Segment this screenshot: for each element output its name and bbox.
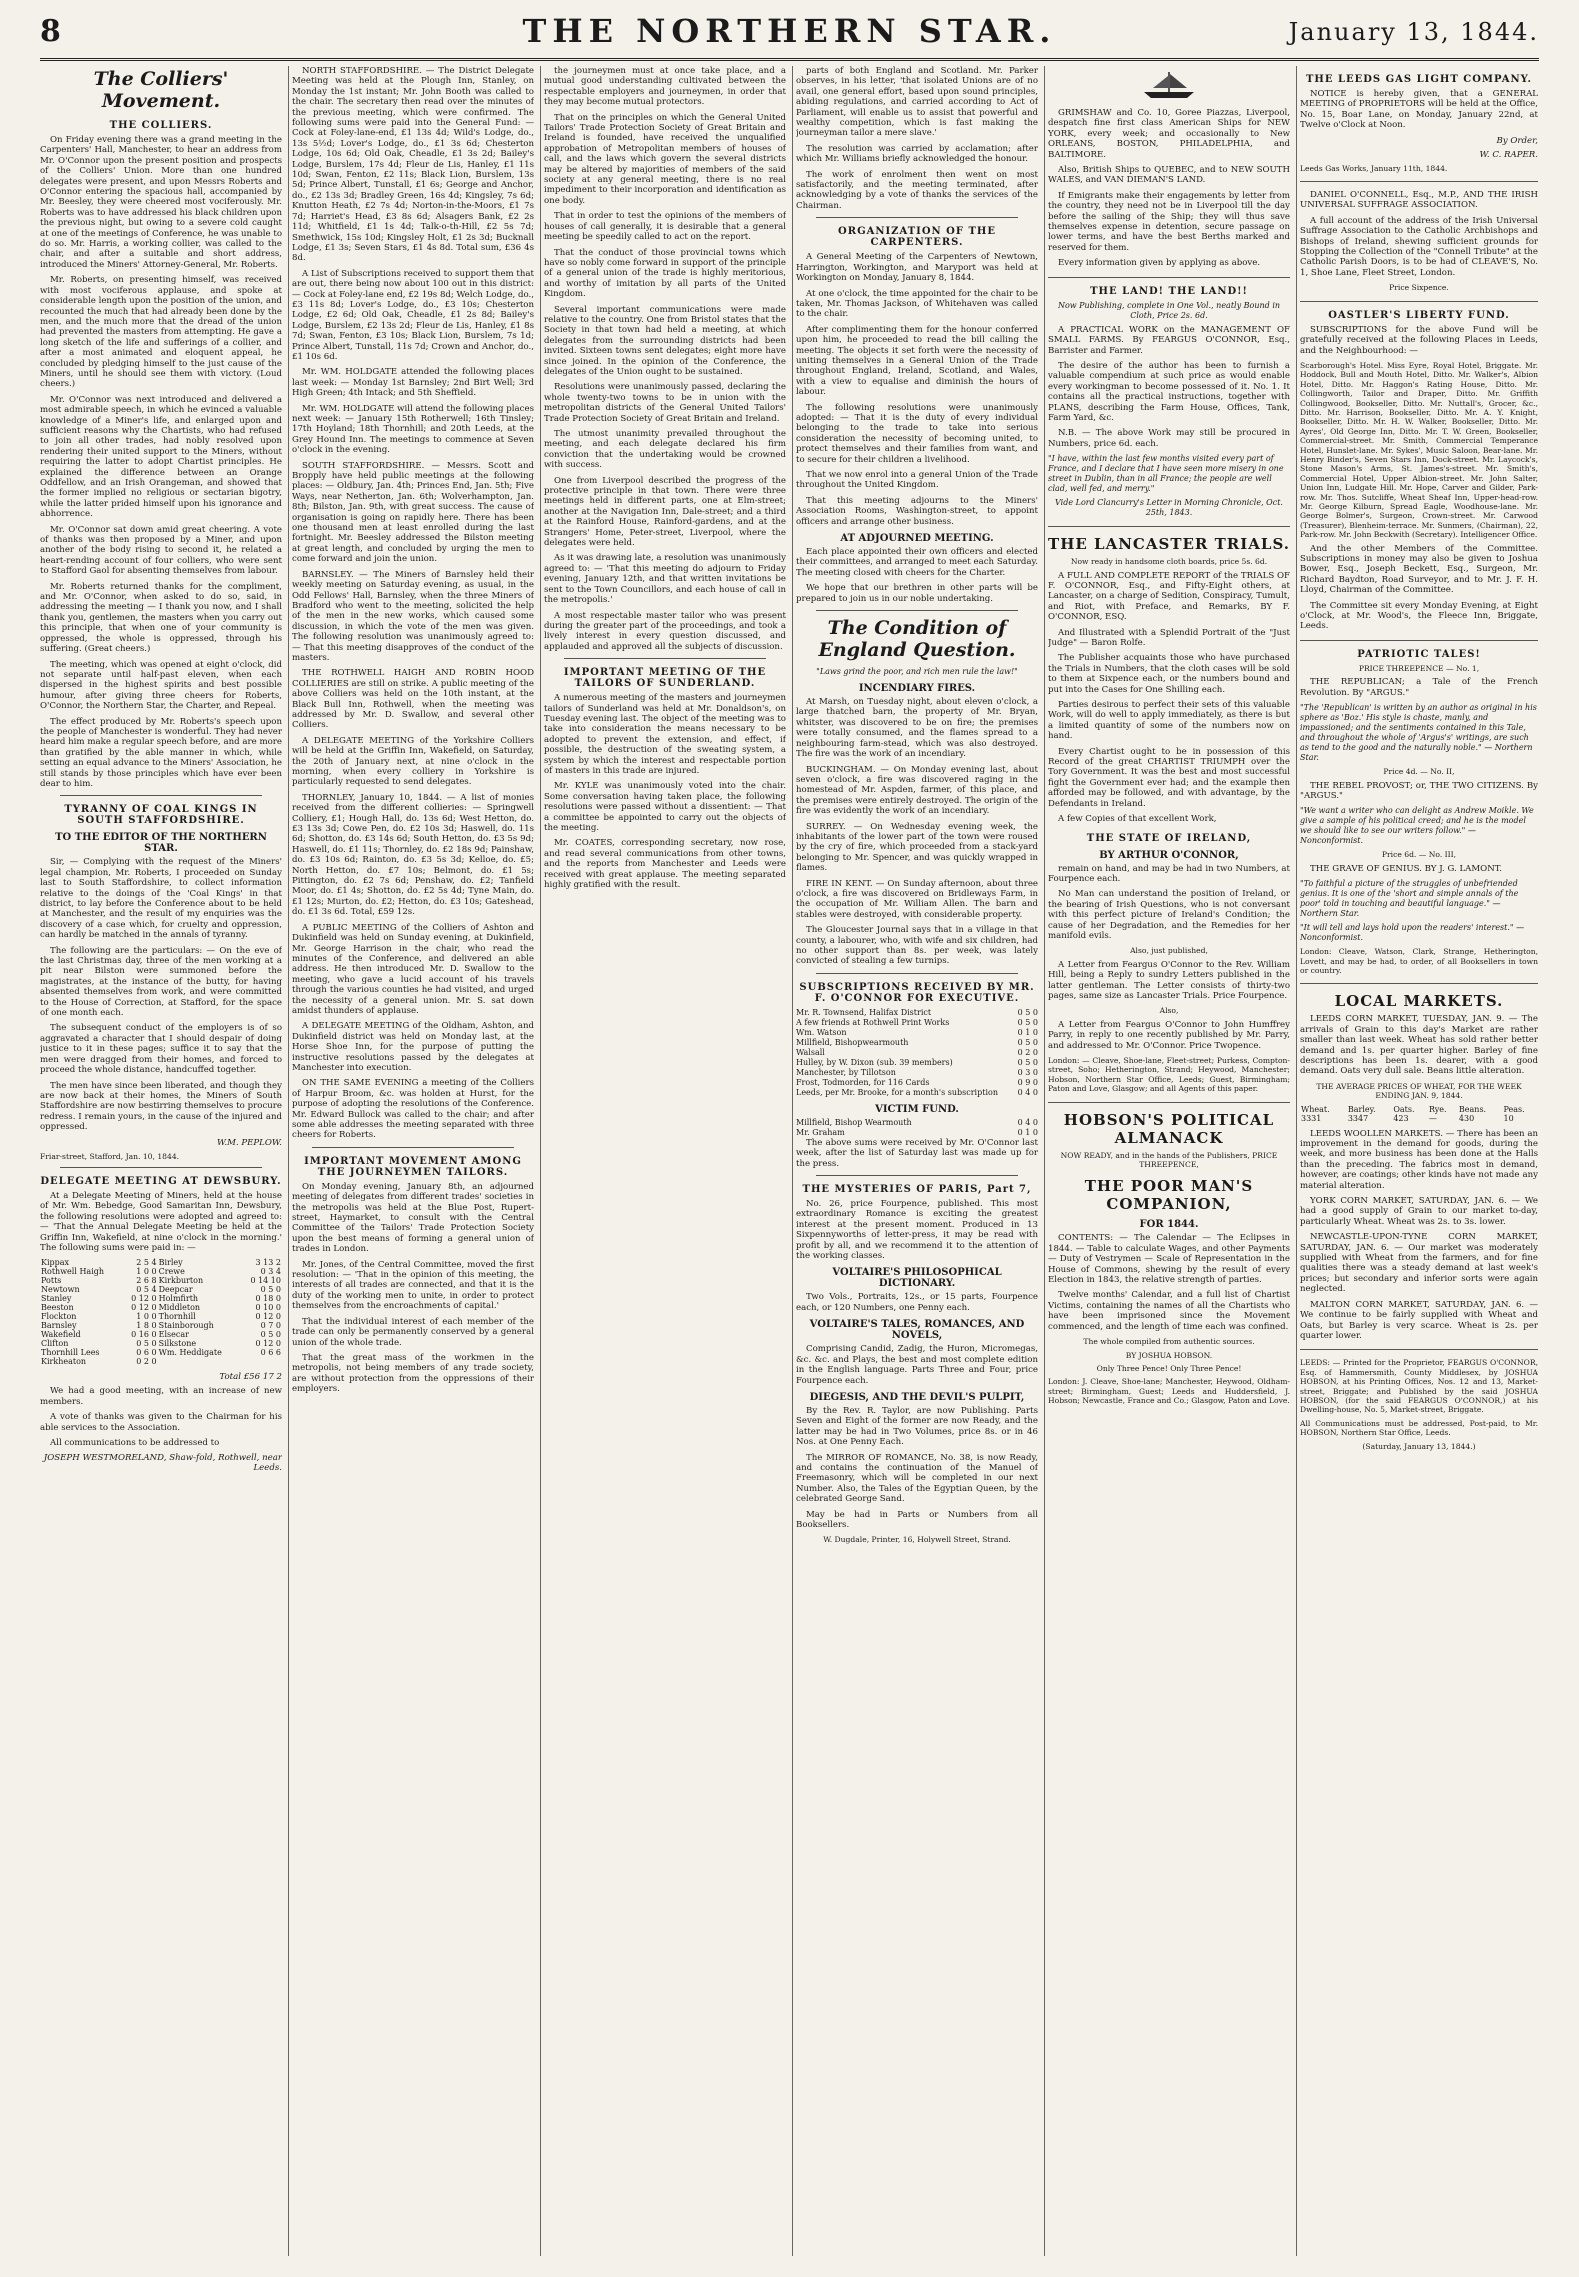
column-5	[1048, 66, 1290, 2256]
paragraph: One from Liverpool described the progress of the protective principle in that town. There were three meetings held in different parts, one at Elm-street; another at the Navigation Inn, Dale-street; and a third at the Rainford House, Rainford-gardens, and at the Strangers' Home, Peter-street, Liverpool, where the delegates were held.	[544, 475, 786, 549]
paragraph: parts of both England and Scotland. Mr. Parker observes, in his letter, 'that isolated Unions are of no avail, one general effort, based upon sound principles, abiding regulations, and carried according to Act of Parliament, will enable us to assist that powerful and wealthy competition, which is fast making the journeyman tailor a mere slave.'	[796, 66, 1038, 139]
table-row: Kippax 2 5 4 Birley 3 13 2	[41, 1258, 281, 1268]
paragraph: Mr. WM. HOLDGATE attended the following places last week: — Monday 1st Barnsley; 2nd Birt Well; 3rd High Green; 4th Intack; and 5th Sheffield.	[292, 367, 534, 399]
advert-heading: THE LEEDS GAS LIGHT COMPANY.	[1305, 74, 1533, 85]
table-caption: THE AVERAGE PRICES OF WHEAT, FOR THE WEEK ENDING JAN. 9, 1844.	[1316, 1081, 1522, 1101]
paragraph: A DELEGATE MEETING of the Yorkshire Colliers will be held at the Griffin Inn, Wakefield, on Saturday, the 20th of January next, at nine o'clock in the morning, when every colliery in Yorkshire is particularly requested to send delegates.	[292, 735, 534, 788]
paragraph: On Monday evening, January 8th, an adjourned meeting of delegates from different trades' societies in the metropolis was held at the Blue Post, Rupert-street, Haymarket, to consult with the Central Committee of the Tailors' Trade Protection Society upon the best means of forming a general union of trades in London.	[292, 1181, 534, 1255]
advert-heading: THE STATE OF IRELAND,	[1086, 832, 1252, 844]
table-row: Flockton 1 0 0 Thornhill 0 12 0	[41, 1312, 281, 1322]
paragraph: YORK CORN MARKET, SATURDAY, JAN. 6. — We had a good supply of Grain to our market to-day, particularly Wheat. Wheat was 2s. to 3s. lower.	[1300, 1196, 1538, 1227]
paragraph: A General Meeting of the Carpenters of Newtown, Harrington, Workington, and Maryport was held at Workington on Monday, January 8, 1844.	[796, 252, 1038, 284]
paragraph: And Illustrated with a Splendid Portrait of the "Just Judge" — Baron Rolfe.	[1048, 627, 1290, 648]
paragraph: Mr. KYLE was unanimously voted into the chair. Some conversation having taken place, the following resolutions were passed without a dissentient: — That a committee be appointed to carry out the objects of the meeting.	[544, 781, 786, 833]
article-heading: DELEGATE MEETING AT DEWSBURY.	[40, 1175, 282, 1187]
paragraph: the journeymen must at once take place, and a mutual good understanding cultivated between the respectable employers and journeymen, in order that they may become mutual protectors.	[544, 66, 786, 108]
paragraph: And the other Members of the Committee. Subscriptions in money may also be given to Joshua Bower, Esq., Joseph Beckett, Esq., Surgeon, Mr. Richard Baydton, Road Surveyor, and to Mr. J. F. H. Lloyd, Chairman of the Committee.	[1300, 543, 1538, 596]
signature: JOSEPH WESTMORELAND, Shaw-fold, Rothwell, near Leeds.	[43, 1453, 282, 1474]
paragraph: GRIMSHAW and Co. 10, Goree Piazzas, Liverpool, despatch fine first class American Ships for NEW YORK, every week; and occasionally to New ORLEANS, BOSTON, PHILADELPHIA, and BALTIMORE.	[1048, 108, 1290, 160]
paragraph: The work of enrolment then went on most satisfactorily, and the meeting terminated, after acknowledging by a vote of thanks the services of the Chairman.	[796, 169, 1038, 211]
paragraph: The Committee sit every Monday Evening, at Eight o'Clock, at Mr. Wood's, the Fleece Inn, Briggate, Leeds.	[1300, 600, 1538, 632]
issue-date: January 13, 1844.	[1288, 18, 1539, 46]
divider	[60, 795, 262, 796]
advert-heading: HOBSON'S POLITICAL ALMANACK	[1063, 1110, 1275, 1147]
author-line: BY JOSHUA HOBSON.	[1125, 1350, 1213, 1360]
article-heading: ORGANIZATION OF THE CARPENTERS.	[838, 226, 996, 249]
paragraph: We hope that our brethren in other parts will be prepared to join us in our noble undertaking.	[796, 583, 1038, 604]
divider	[816, 217, 1018, 218]
paragraph: At Marsh, on Tuesday night, about eleven o'clock, a large thatched barn, the property of Mr. Bryan, whitster, was discovered to be on fire; the premises were totally consumed, and the flames spread to a neighbouring farm-stead, which was also destroyed. The fire was the work of an incendiary.	[796, 697, 1038, 760]
divider	[1300, 301, 1538, 302]
paragraph: The resolution was carried by acclamation; after which Mr. Williams briefly acknowledged the honour.	[796, 143, 1038, 165]
paragraph: A few Copies of that excellent Work,	[1058, 814, 1217, 825]
advert-heading: PATRIOTIC TALES!	[1357, 648, 1481, 660]
paragraph: May be had in Parts or Numbers from all Booksellers.	[796, 1509, 1038, 1530]
column-divider	[288, 66, 289, 2256]
list-item: Walsall 0 2 0	[796, 1047, 1038, 1057]
paragraph: ON THE SAME EVENING a meeting of the Colliers of Harpur Broom, &c. was holden at Hurst, for the purpose of adopting the resolutions of the Conference. Mr. Edward Bullock was called to the chair; and after some able addresses the meeting separated with three cheers for Roberts.	[292, 1078, 534, 1141]
paragraph: THORNLEY, January 10, 1844. — A list of monies received from the different collieries: — Springwell Colliery, £1; Hough Hall, do. 13s 6d; West Hetton, do. £3 13s 3d; Cowe Pen, do. £2 10s 3d; Haswell, do. 11s 6d; Shotton, do. £3 14s 6d; South Hetton, do. £3 5s 9d; Haswell, do. £1 11s; Thornley, do. £2 18s 9d; Painshaw, do. £3 10s 6d; Rainton, do. £3 5s 3d; Kelloe, do. £5; North Hetton, do. £7 10s; Belmont, do. £1 5s; Pittington, do. £2 7s 6d; Penshaw, do. £2; Tanfield Moor, do. £1 4s; Shotton, do. £2 5s 4d; Tyne Main, do. £1 12s; Murton, do. £2; Hetton, do. £3 10s; Gateshead, do. £1 3s 6d. Total, £59 12s.	[292, 792, 534, 918]
section-heading: LOCAL MARKETS.	[1334, 992, 1504, 1011]
paragraph: Mr. O'Connor was next introduced and delivered a most admirable speech, in which he evinced a valuable knowledge of a Miner's life, and enlarged upon and sufficient reasons why the Chartists, who had refused to join all other trades, had nobly resolved upon rendering their united support to the Miners, without requiring the latter to adopt Chartist principles. He explained the difference between an Orange Oddfellow, and an Irish Orangeman, and showed that the former implied no religious or sectarian bigotry, while the latter prided himself upon his ignorance and abhorrence.	[40, 394, 282, 520]
advert-subheading: Now ready in handsome cloth boards, price 5s. 6d.	[1070, 557, 1268, 567]
table-row: Potts 2 6 8 Kirkburton 0 14 10	[41, 1276, 281, 1286]
section-heading: The Colliers' Movement.	[93, 68, 229, 112]
newspaper-title: THE NORTHERN STAR.	[522, 12, 1057, 50]
paragraph: No Man can understand the position of Ireland, or the bearing of Irish Questions, who is not conversant with this perfect picture of Ireland's Condition; the cause of her Degradation, and the Remedies for her manifold evils.	[1048, 889, 1290, 941]
paragraph: A vote of thanks was given to the Chairman for his able services to the Association.	[40, 1412, 282, 1433]
signature: By Order,	[1496, 135, 1538, 146]
paragraph: The above sums were received by Mr. O'Connor last week, after the list of Saturday last was made up for the press.	[796, 1137, 1038, 1169]
paragraph: The utmost unanimity prevailed throughout the meeting, and each delegate declared his firm conviction that the undertaking would be crowned with success.	[544, 429, 786, 471]
article-heading: TYRANNY OF COAL KINGS IN SOUTH STAFFORDSHIRE.	[64, 804, 258, 827]
table-row: Stanley 0 12 0 Holmfirth 0 18 0	[41, 1294, 281, 1304]
advert-subheading: FOR 1844.	[1139, 1219, 1199, 1231]
advert-heading: THE MYSTERIES OF PARIS, Part 7,	[802, 1184, 1032, 1196]
price-line: Price Sixpence.	[1389, 283, 1449, 293]
paragraph: THE GRAVE OF GENIUS. BY J. G. LAMONT.	[1310, 863, 1502, 874]
paragraph: A Letter from Feargus O'Connor to John Humffrey Parry, in reply to one recently published by Mr. Parry, and addressed to Mr. O'Connor. Price Twopence.	[1048, 1019, 1290, 1051]
table-row: Newtown 0 5 4 Deepcar 0 5 0	[41, 1285, 281, 1295]
price-line: Price 4d. — No. II,	[1383, 767, 1455, 777]
paragraph: On Friday evening there was a grand meeting in the Carpenters' Hall, Manchester, to hear an address from Mr. O'Connor upon the present position and prospects of the Colliers' Union. More than one hundred delegates were present, and upon Messrs Roberts and O'Connor entering the spacious hall, accompanied by Mr. Beesley, they were cheered most vociferously. Mr. Roberts was to have addressed his black children upon the previous night, but owing to a severe cold caught at one of the meetings of Conference, he was unable to do so. Mr. Harris, a working collier, was called to the chair, and after a suitable and short address, introduced the Miners' Attorney-General, Mr. Roberts.	[40, 135, 282, 270]
paragraph: If Emigrants make their engagements by letter from the country, they need not be in Liverpool till the day before the sailing of the Ship; they will thus save themselves expense in detention, secure passage on lower terms, and have the best Berths marked and reserved for them.	[1048, 190, 1290, 253]
article-heading: IMPORTANT MEETING OF THE TAILORS OF SUNDERLAND.	[563, 667, 767, 690]
column-2	[292, 66, 534, 2256]
paragraph: The Gloucester Journal says that in a village in that county, a labourer, who, with wife and six children, had no other support than 8s. per week, was lately convicted of stealing a few turnips.	[796, 925, 1038, 967]
list-item: Millfield, Bishopwearmouth 0 5 0	[796, 1037, 1038, 1047]
signature: W. C. RAPER.	[1479, 149, 1538, 160]
paragraph: Also, British Ships to QUEBEC, and to NEW SOUTH WALES, and VAN DIEMAN'S LAND.	[1048, 165, 1290, 186]
paragraph: THE REBEL PROVOST; or, THE TWO CITIZENS. By "ARGUS."	[1300, 780, 1538, 801]
paragraph: CONTENTS: — The Calendar — The Eclipses in 1844. — Table to calculate Wages, and other Payments — Duty of Vestrymen — Scale of Representation in the House of Commons, shewing by the result of every Election in 1843, the relative strength of parties.	[1048, 1233, 1290, 1286]
divider	[816, 973, 1018, 974]
paragraph: SOUTH STAFFORDSHIRE. — Messrs. Scott and Bropply have held public meetings at the following places: — Oldbury, Jan. 4th; Princes End, Jan. 5th; Five Ways, near Netherton, Jan. 6th; Wolverhampton, Jan. 8th; Bilston, Jan. 9th, with great success. The cause of organisation is going on rapidly here. There has been one thousand men at least enrolled during the last fortnight. Mr. Beesley addressed the Bilston meeting at great length, and concluded by urging the men to come forward and join the union.	[292, 460, 534, 565]
paragraph: FIRE IN KENT. — On Sunday afternoon, about three o'clock, a fire was discovered on Bridleways Farm, in the occupation of Mr. William Allen. The barn and stables were destroyed, with considerable property.	[796, 878, 1038, 920]
quotation: "I have, within the last few months visited every part of France, and I declare that I have seen more misery in one street in Dublin, than in all France; the people are well clad, well fed, and merry."	[1048, 454, 1284, 494]
paragraph: THE REPUBLICAN; a Tale of the French Revolution. By "ARGUS."	[1300, 677, 1538, 698]
paragraph: A Letter from Feargus O'Connor to the Rev. William Hill, being a Reply to sundry Letters published in the latter gentleman. The Letter consists of thirty-two pages, same size as Lancaster Trials. Price Fourpence.	[1048, 959, 1290, 1001]
table-row: Rothwell Haigh 1 0 0 Crewe 0 3 4	[41, 1267, 281, 1277]
column-divider	[1296, 66, 1297, 2256]
quotation: "To faithful a picture of the struggles of unbefriended genius. It is one of the 'short and simple annals of the poor' told in touching and beautiful language." — Northern Star.	[1300, 879, 1519, 919]
divider	[1300, 640, 1538, 641]
table-row: Barnsley 1 8 0 Stainborough 0 7 0	[41, 1321, 281, 1331]
paragraph: A List of Subscriptions received to support them that are out, there being now about 100 out in this district: — Cock at Foley-lane end, £2 19s 8d; Welch Lodge, do., £3 11s 8d; Lover's Lodge, do., £3 10s; Chesterton Lodge, £2 6d; Old Oak, Cheadle, £1 2s 8d; Bailey's Lodge, Burslem, £2 13s 2d; Fleur de Lis, Hanley, £1 8s 7d; Swan, Fenton, £3 10s; Black Lion, Burslem, 7s 1d; Prince Albert, Tunstall, 11s 7d; Crown and Anchor, do., £1 10s 6d.	[292, 268, 534, 362]
list-item: Frost, Todmorden, for 116 Cards 0 9 0	[796, 1077, 1038, 1087]
paragraph: That on the principles on which the General United Tailors' Trade Protection Society of Great Britain and Ireland is founded, have received the unqualified approbation of Metropolitan members of houses of call, and the laws which govern the several districts may be altered by majorities of members of the said society at any general meeting, there is no real impediment to their incorporation and identification as one body.	[544, 112, 786, 206]
paragraph: London: Cleave, Watson, Clark, Strange, Hetherington, Lovett, and may be had, to order, of all Booksellers in town or country.	[1300, 947, 1538, 975]
article-heading: IMPORTANT MOVEMENT AMONG THE JOURNEYMEN TAILORS.	[304, 1155, 522, 1178]
section-heading: The Condition of England Question.	[818, 617, 1016, 662]
paragraph: After complimenting them for the honour conferred upon him, he proceeded to read the bill calling the meeting. The objects it set forth were the necessity of uniting themselves in a General Union of the Trade throughout England, Ireland, Scotland, and Wales, with a view to equalise and diminish the hours of labour.	[796, 324, 1038, 398]
paragraph: Scarborough's Hotel. Miss Eyre, Royal Hotel, Briggate. Mr. Hoddock, Bull and Mouth Hotel, Ditto. Mr. Walker's, Albion Hotel, Ditto. Mr. Haggon's Rating House, Ditto. Mr. Collingworth, Tailor and Draper, Ditto. Mr. Griffith Collingwood, Bookseller, Ditto. Mr. Nuttall's, Grocer, &c., Ditto. Mr. Harrison, Bookseller, Ditto. Mr. A. Y. Knight, Bookseller, Ditto. Mr. H. W. Walker, Bookseller, Ditto. Mr. Ayres', Old George Inn, Ditto. Mr. T. W. Green, Bookseller, Commercial-street. Mr. Smith, Commercial Temperance Hotel, Hunslet-lane. Mr. Sykes', Music Saloon, Bear-lane. Mr. Henry Binder's, Seven Stars Inn, Dock-street. Mr. Laycock's, Stone Mason's Arms, St. James's-street. Mr. Smith's, Commercial Hotel, Upper Albion-street. Mr. John Salter, Union Inn, Ludgate Hill. Mr. Hope, Carver and Gilder, Park-row. Mr. Thos. Sutcliffe, Wheat Sheaf Inn, Upper-head-row. Mr. George Kilburn, Spread Eagle, Woodhouse-lane. Mr. George Bolmer's, Surgeon, Crown-street. Mr. Carwood (Treasurer), Blenheim-terrace. Mr. Sunmers, (Chairman), 22, Park-row. Mr. John Beckwith (Secretary). Intelligencer Office.	[1300, 360, 1538, 540]
paragraph: Mr. WM. HOLDGATE will attend the following places next week: — January 15th Rotherwell; 16th Tinsley; 17th Hoyland; 18th Thornhill; and 20th Leeds, at the Grey Hound Inn. The meetings to commence at Seven o'clock in the evening.	[292, 403, 534, 456]
table-header: Wheat. Barley. Oats. Rye. Beans. Peas.	[1301, 1104, 1525, 1114]
list-item: Millfield, Bishop Wearmouth 0 4 0	[796, 1117, 1038, 1127]
divider	[816, 1175, 1018, 1176]
list-item: A few friends at Rothwell Print Works 0 5 0	[796, 1017, 1038, 1027]
paragraph: A DELEGATE MEETING of the Oldham, Ashton, and Dukinfield district was held on Monday last, at the Horse Shoe Inn, for the purpose of putting the instructive resolutions passed by the delegates at Manchester into execution.	[292, 1021, 534, 1073]
list-item: Mr. Graham 0 1 0	[796, 1127, 1038, 1137]
paragraph: Parties desirous to perfect their sets of this valuable Work, will do well to apply immediately, as there is but a limited quantity of some of the numbers now on hand.	[1048, 700, 1290, 742]
paragraph: That we now enrol into a general Union of the Trade throughout the United Kingdom.	[796, 470, 1038, 491]
list-item: Mr. R. Townsend, Halifax District 0 5 0	[796, 1007, 1038, 1017]
paragraph: Every information given by applying as above.	[1058, 258, 1261, 269]
paragraph: Also,	[1159, 1006, 1179, 1016]
paragraph: NORTH STAFFORDSHIRE. — The District Delegate Meeting was held at the Plough Inn, Stanley, on Monday the 1st instant; Mr. John Booth was called to the chair. The secretary then read over the minutes of the previous meeting, which were confirmed. The following sums were paid into the General Fund: — Cock at Foley-lane-end, £1 13s 4d; Wild's Lodge, do., 13s 5½d; Lover's Lodge, do., £1 3s 6d; Chesterton Lodge, 10s 6d; Old Oak, Cheadle, £1 3s 2d; Bailey's Lodge, Burslem, 17s 4d; Fleur de Lis, Hanley, £1 11s 10d; Swan, Fenton, £2 11s; Black Lion, Burslem, 13s 5d; Prince Albert, Tunstall, £1 6s; George and Anchor, do., £2 13s 3d; Bradley Green, 16s 4d; Kingsley, 7s 6d; Knutton Heath, £2 7s 4d; Norton-in-the-Moors, £1 7s 7d; Harriet's Head, £3 8s 6d; Alsagers Bank, £2 2s 11d; Whitfield, £1 1s 4d; Talk-o-th-Hill, £2 5s 7d; Smethwick, 15s 10d; Kingsley Holt, £1 2s 3d; Bucknall Lodge, £1 3s; Seven Stars, £1 4s 8d. Total sum, £36 4s 8d.	[292, 66, 534, 264]
advert-heading: DIEGESIS, AND THE DEVIL'S PULPIT,	[809, 1391, 1025, 1403]
divider	[1048, 1102, 1290, 1103]
paragraph: A FULL AND COMPLETE REPORT of the TRIALS OF F. O'CONNOR, Esq., and Fifty-Eight others, at Lancaster, on a charge of Sedition, Conspiracy, Tumult, and Riot, with Preface, and Remarks, BY F. O'CONNOR, ESQ.	[1048, 570, 1290, 623]
divider	[1048, 526, 1290, 527]
page-number: 8	[40, 14, 61, 49]
subscriptions-list	[796, 1008, 1038, 1098]
divider	[816, 610, 1018, 611]
paragraph: As it was drawing late, a resolution was unanimously agreed to: — 'That this meeting do adjourn to Friday evening, January 12th, and that written invitations be sent to the Town Councillors, and each house of call in the metropolis.'	[544, 553, 786, 606]
paragraph: That the individual interest of each member of the trade can only be permanently conserved by a general union of the whole trade.	[292, 1316, 534, 1348]
paragraph: LEEDS WOOLLEN MARKETS. — There has been an improvement in the demand for goods, during the week, and more business has been done at the Halls than the preceding. The fabrics most in demand, however, are coatings; other kinds have not made any material alteration.	[1300, 1128, 1538, 1191]
paragraph: Comprising Candid, Zadig, the Huron, Micromegas, &c. &c. and Plays, the best and most complete edition in the English language. Parts Three and Four, price Fourpence each.	[796, 1344, 1038, 1386]
printer-line: W. Dugdale, Printer, 16, Holywell Street, Strand.	[823, 1535, 1011, 1545]
paragraph: A PUBLIC MEETING of the Colliers of Ashton and Dukinfield was held on Sunday evening, at Dukinfield, Mr. George Harrison in the chair, who read the minutes of the Conference, and delivered an able address. He then introduced Mr. D. Swallow to the meeting, who gave a lucid account of his travels through the various counties he had visited, and urged the necessity of a general union. Mr. S. sat down amidst thunders of applause.	[292, 922, 534, 1016]
paragraph: Mr. COATES, corresponding secretary, now rose, and read several communications from other towns, and the reports from Manchester and Leeds were received with great applause. The meeting separated highly gratified with the result.	[544, 838, 786, 891]
sums-table	[40, 1258, 282, 1366]
advert-heading: THE LAND! THE LAND!!	[1090, 285, 1248, 297]
colophon: LEEDS: — Printed for the Proprietor, FEARGUS O'CONNOR, Esq. of Hammersmith, County Middlesex, by JOSHUA HOBSON, at his Printing Offices, Nos. 12 and 13, Market-street, Briggate; and Published by the said JOSHUA HOBSON, (for the said FEARGUS O'CONNOR,) at his Dwelling-house, No. 5, Market-street, Briggate.	[1300, 1358, 1538, 1415]
quotation: "It will tell and lays hold upon the readers' interest." — Nonconformist.	[1300, 923, 1525, 943]
table-row: Clifton 0 5 0 Silkstone 0 12 0	[41, 1339, 281, 1349]
paragraph: The following are the particulars: — On the eve of the last Christmas day, three of the men working at a pit near Bilston were summoned before the magistrates, at the instance of the butty, for having absented themselves from work, and were committed to the House of Correction, at Stafford, for the space of one month each.	[40, 945, 282, 1019]
paragraph: The whole compiled from authentic sources.	[1083, 1337, 1255, 1347]
advert-heading: VOLTAIRE'S PHILOSOPHICAL DICTIONARY.	[832, 1267, 1002, 1290]
paragraph: The meeting, which was opened at eight o'clock, did not separate until half-past eleven, when each dispersed in the highest spirits and best possible humour, after giving three cheers for Roberts, O'Connor, the Northern Star, the Charter, and Repeal.	[40, 659, 282, 712]
paragraph: The subsequent conduct of the employers is of so aggravated a character that I should despair of doing justice to it in these pages; suffice it to say that the men were dragged from their homes, and forced to proceed the whole distance, handcuffed together.	[40, 1023, 282, 1076]
table-row: Thornhill Lees 0 6 0 Wm. Heddigate 0 6 6	[41, 1348, 281, 1358]
article-heading: SUBSCRIPTIONS RECEIVED BY MR. F. O'CONNOR FOR EXECUTIVE.	[799, 981, 1035, 1004]
list-item: Wm. Watson 0 1 0	[796, 1027, 1038, 1037]
epigraph: "Laws grind the poor, and rich men rule the law!"	[816, 667, 1018, 677]
paragraph: At a Delegate Meeting of Miners, held at the house of Mr. Wm. Bebedge, Good Samaritan Inn, Dewsbury, the following resolutions were adopted and agreed to: — 'That the Annual Delegate Meeting be held at the Griffin Inn, Wakefield, at nine o'clock in the morning.' The following sums were paid in: —	[40, 1190, 282, 1253]
paragraph: A numerous meeting of the masters and journeymen tailors of Sunderland was held at Mr. Donaldson's, on Tuesday evening last. The object of the meeting was to take into consideration the means necessary to be adopted to prevent the extension, and effect, if possible, the destruction of the sweating system, a system by which the interest and respectable portion of masters in this trade are injured.	[544, 693, 786, 776]
masthead	[40, 8, 1539, 62]
divider	[1048, 277, 1290, 278]
prices-table	[1300, 1105, 1538, 1123]
paragraph: A most respectable master tailor who was present during the greater part of the proceedings, and took a lively interest in every question discussed, and applauded and approved all the subjects of discussion.	[544, 610, 786, 652]
author-line: BY ARTHUR O'CONNOR,	[1099, 849, 1239, 861]
paragraph: A PRACTICAL WORK on the MANAGEMENT OF SMALL FARMS. By FEARGUS O'CONNOR, Esq., Barrister and Farmer.	[1048, 324, 1290, 356]
paragraph: Each place appointed their own officers and elected their committees, and arranged to meet each Saturday. The meeting closed with cheers for the Charter.	[796, 547, 1038, 578]
column-1	[40, 66, 282, 2256]
advert-subheading: Now Publishing, complete in One Vol., neatly Bound in Cloth, Price 2s. 6d.	[1057, 300, 1281, 320]
paragraph: We had a good meeting, with an increase of new members.	[40, 1386, 282, 1407]
article-subheading: AT ADJOURNED MEETING.	[840, 533, 994, 545]
table-total: Total £56 17 2	[219, 1372, 282, 1383]
column-3	[544, 66, 786, 2256]
divider	[1300, 1349, 1538, 1350]
list-item: Leeds, per Mr. Brooke, for a month's subscription 0 4 0	[796, 1087, 1038, 1097]
paragraph: The following resolutions were unanimously adopted: — That it is the duty of every individual belonging to the trade to take into serious consideration the necessity of becoming united, to protect themselves and their families from want, and to secure for their children a livelihood.	[796, 402, 1038, 465]
list-item: Hulley, by W. Dixon (sub. 39 members) 0 5 0	[796, 1057, 1038, 1067]
price-line: Price 6d. — No. III,	[1381, 850, 1457, 860]
paragraph: That this meeting adjourns to the Miners' Association Rooms, Washington-street, to appoint officers and arrange other business.	[796, 495, 1038, 527]
paragraph: BARNSLEY. — The Miners of Barnsley held their weekly meeting on Saturday evening, as usual, in the Odd Fellows' Hall, Barnsley, when the three Miners of Bradford who went to the meeting, solicited the help of the men in the new works, which caused some discussion, in which the vote of the men was given. The following resolution was unanimously agreed to: — That this meeting disapproves of the conduct of the masters.	[292, 569, 534, 663]
paragraph: BUCKINGHAM. — On Monday evening last, about seven o'clock, a fire was discovered raging in the homestead of Mr. Aspden, farmer, of this place, and the premises were entirely destroyed. The origin of the fire was evidently the work of an incendiary.	[796, 764, 1038, 817]
paragraph: That the great mass of the workmen in the metropolis, not being members of any trade society, are without protection from the oppressions of their employers.	[292, 1352, 534, 1395]
paragraph: The desire of the author has been to furnish a valuable compendium at such price as would enable every workingman to become possessed of it. No. 1. It contains all the practical instructions, together with PLANS, describing the Farm House, Offices, Tank, Farm Yard, &c.	[1048, 360, 1290, 423]
ship-icon	[1048, 70, 1290, 104]
paragraph: Mr. O'Connor sat down amid great cheering. A vote of thanks was then proposed by a Miner, and upon another of the body rising to second it, he related a heart-rending account of four colliers, who were sent to Stafford Gaol for absenting themselves from labour.	[40, 524, 282, 577]
quotation: "The 'Republican' is written by an author as original in his sphere as 'Boz.' His style is chaste, manly, and impassioned; and the sentiments contained in this Tale, and throughout the whole of 'Argus's' writings, are such as tend to the good and the naturally noble." — Northern Star.	[1300, 703, 1537, 763]
paragraph: London: J. Cleave, Shoe-lane; Manchester, Heywood, Oldham-street; Birmingham, Guest; Leeds and Huddersfield, J. Hobson; Newcastle, France and Co.; Glasgow, Paton and Love.	[1048, 1377, 1290, 1406]
paragraph: NEWCASTLE-UPON-TYNE CORN MARKET, SATURDAY, JAN. 6. — Our market was moderately supplied with Wheat from the farmers, and for fine qualities there was a steady demand at last week's prices; but secondary and inferior sorts were again neglected.	[1300, 1232, 1538, 1295]
article-subheading: TO THE EDITOR OF THE NORTHERN STAR.	[55, 832, 267, 855]
paragraph: All communications to be addressed to	[50, 1438, 220, 1448]
paragraph: The effect produced by Mr. Roberts's speech upon the people of Manchester is wonderful. They had never heard him make a regular speech before, and are more than gratified by the able manner in which, while setting an equal advance to the Miners' Association, he still stands by those principles which have ever been dear to him.	[40, 716, 282, 789]
advert-heading: OASTLER'S LIBERTY FUND.	[1328, 309, 1510, 321]
paragraph: A full account of the address of the Irish Universal Suffrage Association to the Catholic Archbishops and Bishops of Ireland, shewing sufficient grounds for Stopping the Collection of the "Connell Tribute" at the Catholic Parish Doors, is to be had of CLEAVE'S, No. 1, Shoe Lane, Fleet Street, London.	[1300, 215, 1538, 278]
divider	[312, 1147, 514, 1148]
paragraph: Also, just published,	[1130, 946, 1208, 956]
paragraph: The MIRROR OF ROMANCE, No. 38, is now Ready, and contains the continuation of the Manuel of Freemasonry, which will be completed in our next Number. Also, the Tales of the Egyptian Queen, by the celebrated George Sand.	[796, 1452, 1038, 1505]
price-line: PRICE THREEPENCE — No. 1,	[1358, 663, 1480, 673]
advert-heading: THE POOR MAN'S COMPANION,	[1084, 1177, 1254, 1214]
paragraph: N.B. — The above Work may still be procured in Numbers, price 6d. each.	[1048, 428, 1290, 449]
paragraph: SUBSCRIPTIONS for the above Fund will be gratefully received at the following Places in Leeds, and the Neighbourhood: —	[1300, 324, 1538, 356]
paragraph: THE ROTHWELL HAIGH AND ROBIN HOOD COLLIERIES are still on strike. A public meeting of the above Colliers was held on the 10th instant, at the Black Bull Inn, Rothwell, when the meeting was addressed by Mr. D. Swallow, and several other Colliers.	[292, 668, 534, 731]
advert-heading: THE LANCASTER TRIALS.	[1048, 535, 1290, 554]
paragraph: MALTON CORN MARKET, SATURDAY, JAN. 6. — We continue to be fairly supplied with Wheat and Oats, but Barley is very scarce. Wheat is 2s. per quarter lower.	[1300, 1299, 1538, 1341]
paragraph: SURREY. — On Wednesday evening week, the inhabitants of the lower part of the town were roused by the cry of fire, which proceeded from a stack-yard belonging to Mr. Spencer, and was quickly wrapped in flames.	[796, 821, 1038, 874]
paragraph: London: — Cleave, Shoe-lane, Fleet-street; Purkess, Compton-street, Soho; Hetherington, Strand; Heywood, Manchester; Hobson, Northern Star Office, Leeds; Guest, Birmingham; Paton and Love, Glasgow; and all Agents of this paper.	[1048, 1056, 1290, 1094]
victim-fund-list	[796, 1118, 1038, 1138]
masthead-rule	[40, 58, 1539, 61]
paragraph: No. 26, price Fourpence, published. This most extraordinary Romance is exciting the greatest interest at the present moment. Produced in 13 Sixpennyworths of letter-press, it may be read with profit by all, and we recommend it to the attention of the working classes.	[796, 1199, 1038, 1262]
column-divider	[1044, 66, 1045, 2256]
paragraph: Every Chartist ought to be in possession of this Record of the great CHARTIST TRIUMPH over the Tory Government. It was the best and most successful fight the Government ever had; and the example then afforded may be followed, and with advantage, by the Defendants in Ireland.	[1048, 746, 1290, 809]
column-divider	[792, 66, 793, 2256]
paragraph: Mr. Jones, of the Central Committee, moved the first resolution: — 'That in the opinion of this meeting, the interests of all trades are connected, and that it is the duty of the working men to unite, in order to protect themselves from the encroachments of capital.'	[292, 1259, 534, 1312]
quotation: "We want a writer who can delight as Andrew Moikle. We give a sample of his political creed; and he is the model we should like to see our writers follow." — Nonconformist.	[1300, 806, 1534, 846]
divider	[1300, 181, 1538, 182]
paragraph: DANIEL O'CONNELL, Esq., M.P., AND THE IRISH UNIVERSAL SUFFRAGE ASSOCIATION.	[1300, 190, 1538, 211]
paragraph: Twelve months' Calendar, and a full list of Chartist Victims, containing the names of all the Chartists who have been imprisoned since the Movement commenced, and the length of time each was confined.	[1048, 1290, 1290, 1332]
paragraph: Resolutions were unanimously passed, declaring the whole twenty-two towns to be in union with the metropolitan districts of the General United Tailors' Trade Protection Society of Great Britain and Ireland.	[544, 382, 786, 424]
paragraph: Sir, — Complying with the request of the Miners' legal champion, Mr. Roberts, I proceeded on Sunday last to South Staffordshire, to collect information relative to the doings of the 'Coal Kings' in that district, to lay before the Conference about to be held at Manchester, and the result of my enquiries was the discovery of a case which, for cruelty and oppression, can hardly be matched in the annals of tyranny.	[40, 857, 282, 941]
paragraph: At one o'clock, the time appointed for the chair to be taken, Mr. Thomas Jackson, of Whitehaven was called to the chair.	[796, 288, 1038, 320]
column-4	[796, 66, 1038, 2256]
article-subheading: VICTIM FUND.	[875, 1103, 959, 1115]
price-line: Only Three Pence! Only Three Pence!	[1096, 1363, 1242, 1373]
dateline: Leeds Gas Works, January 11th, 1844.	[1300, 163, 1448, 173]
colophon: All Communications must be addressed, Post-paid, to Mr. HOBSON, Northern Star Office, Leeds.	[1300, 1418, 1538, 1438]
divider	[60, 1167, 262, 1168]
paragraph: Mr. Roberts returned thanks for the compliment, and Mr. O'Connor, when asked to do so, said, in addressing the meeting — I thank you now, and I shall thank you, gentlemen, the masters when you carry out this principle, that when one of your community is oppressed, the whole is oppressed, through his suffering. (Great cheers.)	[40, 581, 282, 655]
divider	[1300, 983, 1538, 984]
column-6	[1300, 66, 1538, 2256]
signature: W.M. PEPLOW.	[217, 1137, 282, 1148]
table-row: Wakefield 0 16 0 Elsecar 0 5 0	[41, 1330, 281, 1340]
colophon-date: (Saturday, January 13, 1844.)	[1362, 1441, 1476, 1451]
advert-subheading: NOW READY, and in the hands of the Publishers, PRICE THREEPENCE,	[1060, 1150, 1278, 1170]
table-row: Beeston 0 12 0 Middleton 0 10 0	[41, 1303, 281, 1313]
paragraph: That in order to test the opinions of the members of houses of call generally, it is desirable that a general meeting be speedily called to act on the report.	[544, 211, 786, 243]
article-heading: THE COLLIERS.	[109, 120, 213, 131]
paragraph: Mr. Roberts, on presenting himself, was received with most vociferous applause, and spoke at considerable length upon the position of the union, and recounted the much that had already been done by the men, and the much more that the dread of the union had prevented the masters from attempting. He gave a long sketch of the life and sufferings of a collier, and after a most animated and eloquent appeal, he concluded by pledging himself to the just cause of the Miners, until he should see them with victory. (Loud cheers.)	[40, 275, 282, 390]
paragraph: remain on hand, and may be had in two Numbers, at Fourpence each.	[1048, 863, 1290, 884]
paragraph: The men have since been liberated, and though they are now back at their homes, the Miners of South Staffordshire are now bestirring themselves to procure redress. I remain yours, in the cause of the injured and oppressed.	[40, 1080, 282, 1133]
paragraph: That the conduct of those provincial towns which have so nobly come forward in support of the principle of a general union of the trade is highly meritorious, and worthy of imitation by all parts of the United Kingdom.	[544, 247, 786, 300]
attribution: Vide Lord Clancurry's Letter in Morning Chronicle, Oct. 25th, 1843.	[1055, 498, 1283, 518]
dateline: Friar-street, Stafford, Jan. 10, 1844.	[40, 1151, 180, 1161]
table-row: Kirkheaton 0 2 0	[41, 1357, 157, 1367]
list-item: Manchester, by Tillotson 0 3 0	[796, 1067, 1038, 1077]
paragraph: Several important communications were made relative to the country. One from Bristol states that the Society in that town had held a meeting, at which delegates from the surrounding districts had been invited. Sixteen towns sent delegates; eight more have since joined. In the opinion of the Conference, the delegates of the Union ought to be sustained.	[544, 304, 786, 377]
divider	[564, 658, 766, 659]
paragraph: By the Rev. R. Taylor, are now Publishing. Parts Seven and Eight of the former are now Ready, and the latter may be had in Two Volumes, price 8s. or in 46 Nos. at One Penny Each.	[796, 1405, 1038, 1448]
column-divider	[540, 66, 541, 2256]
advert-heading: VOLTAIRE'S TALES, ROMANCES, AND NOVELS,	[809, 1319, 1025, 1342]
article-subheading: INCENDIARY FIRES.	[858, 683, 976, 695]
paragraph: Two Vols., Portraits, 12s., or 15 parts, Fourpence each, or 120 Numbers, one Penny each.	[796, 1292, 1038, 1313]
paragraph: The Publisher acquaints those who have purchased the Trials in Numbers, that the cloth cases will be sold to them at Sixpence each, or the numbers bound and put into the Cases for One Shilling each.	[1048, 653, 1290, 695]
table-row: 3331 3347 423 — 430 10	[1301, 1113, 1514, 1123]
paragraph: NOTICE is hereby given, that a GENERAL MEETING of PROPRIETORS will be held at the Office, No. 15, Boar Lane, on Monday, January 22nd, at Twelve o'Clock at Noon.	[1300, 89, 1538, 131]
paragraph: LEEDS CORN MARKET, TUESDAY, JAN. 9. — The arrivals of Grain to this day's Market are rather smaller than last week. Wheat has sold rather better demand and 1s. per quarter higher. Barley of fine descriptions has been 1s. dearer, with a good demand. Oats very dull sale. Beans little alteration.	[1300, 1014, 1538, 1077]
